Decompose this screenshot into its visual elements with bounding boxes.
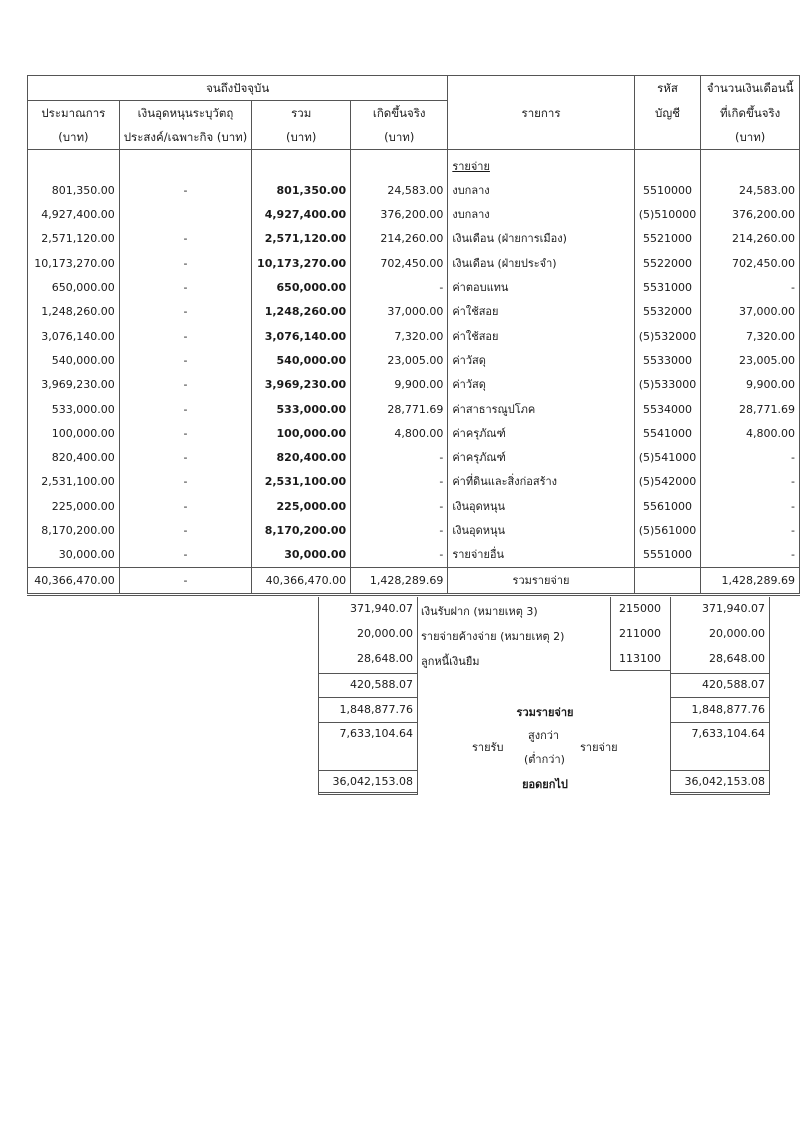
carry-month: 36,042,153.08 [684,775,765,788]
header-budget-unit: (บาท) [28,125,120,150]
total-month: 1,428,289.69 [701,568,800,594]
header-month-line1: จำนวนเงินเดือนนี้ [701,76,800,101]
header-row-1 [28,76,800,101]
total-code [634,568,701,594]
row-budget: 8,170,200.00 [28,519,120,543]
diff-actual: 7,633,104.64 [339,727,413,740]
other-actual-0: 371,940.07 [350,602,413,615]
row-subsidy: - [119,373,252,397]
other-month-1: 20,000.00 [709,627,765,640]
row-subsidy: - [119,349,252,373]
header-period-group: จนถึงปัจจุบัน [28,76,448,101]
row-budget: 3,076,140.00 [28,324,120,348]
header-code-blank [634,125,701,150]
total-subsidy: - [119,568,252,594]
header-code-line1: รหัส [634,76,701,101]
total-actual: 1,428,289.69 [351,568,448,594]
other-actual-2: 28,648.00 [357,652,413,665]
header-month-line2: ที่เกิดขึ้นจริง [701,100,800,125]
row-code: (5)533000 [634,373,701,397]
other-code-2: 113100 [619,652,661,665]
row-item: รายจ่ายอื่น [448,543,634,568]
row-subsidy: - [119,179,252,203]
row-item: ค่าครุภัณฑ์ [448,446,634,470]
row-actual: 9,900.00 [351,373,448,397]
row-total: 540,000.00 [252,349,351,373]
table-row [28,422,800,446]
row-month: 376,200.00 [701,203,800,227]
row-subsidy: - [119,276,252,300]
row-subsidy: - [119,470,252,494]
header-subsidy-line2: ประสงค์/เฉพาะกิจ (บาท) [119,125,252,150]
row-actual: 23,005.00 [351,349,448,373]
row-total: 2,531,100.00 [252,470,351,494]
row-item: งบกลาง [448,203,634,227]
row-subsidy: - [119,446,252,470]
expense-table [27,75,800,596]
row-item: ค่าใช้สอย [448,324,634,348]
header-total-unit: (บาท) [252,125,351,150]
header-month-unit: (บาท) [701,125,800,150]
other-actual-1: 20,000.00 [357,627,413,640]
row-item: งบกลาง [448,179,634,203]
row-total: 4,927,400.00 [252,203,351,227]
table-row [28,324,800,348]
diff-right-label: รายจ่าย [580,741,618,754]
row-total: 650,000.00 [252,276,351,300]
row-month: - [701,470,800,494]
row-subsidy: - [119,543,252,568]
row-code: 5522000 [634,252,701,276]
other-month-0: 371,940.07 [702,602,765,615]
row-code: (5)532000 [634,324,701,348]
row-total: 225,000.00 [252,495,351,519]
row-budget: 820,400.00 [28,446,120,470]
row-code: (5)561000 [634,519,701,543]
row-item: ค่าครุภัณฑ์ [448,422,634,446]
row-actual: 702,450.00 [351,252,448,276]
diff-bottom-label: (ต่ำกว่า) [524,753,565,766]
row-month: - [701,495,800,519]
row-subsidy: - [119,519,252,543]
row-code: 5551000 [634,543,701,568]
row-budget: 10,173,270.00 [28,252,120,276]
row-budget: 801,350.00 [28,179,120,203]
total-budget: 40,366,470.00 [28,568,120,594]
grand-month: 1,848,877.76 [691,703,765,716]
row-item: ค่าที่ดินและสิ่งก่อสร้าง [448,470,634,494]
row-code: (5)541000 [634,446,701,470]
row-total: 8,170,200.00 [252,519,351,543]
row-month: 214,260.00 [701,227,800,251]
row-budget: 2,571,120.00 [28,227,120,251]
header-actual: เกิดขึ้นจริง [351,100,448,125]
row-actual: 7,320.00 [351,324,448,348]
row-actual: 37,000.00 [351,300,448,324]
section-title: รายจ่าย [452,159,490,173]
total-row [28,568,800,594]
row-total: 10,173,270.00 [252,252,351,276]
row-total: 820,400.00 [252,446,351,470]
row-month: - [701,446,800,470]
row-actual: 28,771.69 [351,397,448,421]
other-item-2: ลูกหนี้เงินยืม [421,655,480,668]
row-actual: - [351,446,448,470]
row-month: - [701,543,800,568]
row-code: 5541000 [634,422,701,446]
row-subsidy: - [119,324,252,348]
subtotal-actual: 420,588.07 [350,678,413,691]
row-code: 5531000 [634,276,701,300]
row-item: ค่าตอบแทน [448,276,634,300]
carry-actual: 36,042,153.08 [332,775,413,788]
row-actual: - [351,470,448,494]
row-budget: 2,531,100.00 [28,470,120,494]
row-budget: 225,000.00 [28,495,120,519]
row-subsidy: - [119,300,252,324]
table-row [28,397,800,421]
table-row [28,276,800,300]
table-row [28,203,800,227]
row-item: เงินอุดหนุน [448,495,634,519]
row-total: 801,350.00 [252,179,351,203]
row-month: 37,000.00 [701,300,800,324]
diff-top-label: สูงกว่า [528,729,560,742]
header-actual-unit: (บาท) [351,125,448,150]
row-item: ค่าวัสดุ [448,373,634,397]
row-actual: - [351,543,448,568]
table-row [28,227,800,251]
row-code: 5532000 [634,300,701,324]
row-code: 5534000 [634,397,701,421]
row-code: (5)510000 [634,203,701,227]
section-row [28,150,800,179]
table-row [28,300,800,324]
row-budget: 540,000.00 [28,349,120,373]
other-code-0: 215000 [619,602,661,615]
row-budget: 100,000.00 [28,422,120,446]
grand-actual: 1,848,877.76 [339,703,413,716]
other-item-0: เงินรับฝาก (หมายเหตุ 3) [421,605,538,618]
table-row [28,349,800,373]
row-budget: 650,000.00 [28,276,120,300]
row-actual: 24,583.00 [351,179,448,203]
row-month: 24,583.00 [701,179,800,203]
row-item: เงินอุดหนุน [448,519,634,543]
row-code: 5510000 [634,179,701,203]
row-subsidy: - [119,227,252,251]
row-subsidy: - [119,495,252,519]
row-code: 5561000 [634,495,701,519]
row-item: ค่าสาธารณูปโภค [448,397,634,421]
row-total: 3,076,140.00 [252,324,351,348]
expense-rows [28,179,800,568]
row-actual: - [351,495,448,519]
other-item-1: รายจ่ายค้างจ่าย (หมายเหตุ 2) [421,630,565,643]
row-item: เงินเดือน (ฝ่ายการเมือง) [448,227,634,251]
row-actual: 214,260.00 [351,227,448,251]
row-month: 702,450.00 [701,252,800,276]
row-month: 28,771.69 [701,397,800,421]
row-item: ค่าใช้สอย [448,300,634,324]
row-month: - [701,519,800,543]
row-subsidy [119,203,252,227]
other-code-1: 211000 [619,627,661,640]
table-row [28,470,800,494]
header-budget: ประมาณการ [28,100,120,125]
row-item: ค่าวัสดุ [448,349,634,373]
row-budget: 4,927,400.00 [28,203,120,227]
row-item: เงินเดือน (ฝ่ายประจำ) [448,252,634,276]
header-row-2 [28,100,800,125]
row-budget: 3,969,230.00 [28,373,120,397]
header-total: รวม [252,100,351,125]
row-month: 7,320.00 [701,324,800,348]
row-total: 533,000.00 [252,397,351,421]
row-month: - [701,276,800,300]
header-subsidy-line1: เงินอุดหนุนระบุวัตถุ [119,100,252,125]
row-code: 5533000 [634,349,701,373]
row-month: 9,900.00 [701,373,800,397]
row-code: 5521000 [634,227,701,251]
row-budget: 533,000.00 [28,397,120,421]
row-total: 2,571,120.00 [252,227,351,251]
row-total: 3,969,230.00 [252,373,351,397]
total-total: 40,366,470.00 [252,568,351,594]
row-actual: 376,200.00 [351,203,448,227]
header-item: รายการ [448,76,634,150]
row-budget: 1,248,260.00 [28,300,120,324]
row-total: 30,000.00 [252,543,351,568]
row-actual: - [351,519,448,543]
row-budget: 30,000.00 [28,543,120,568]
row-actual: - [351,276,448,300]
table-row [28,179,800,203]
header-row-3 [28,125,800,150]
row-actual: 4,800.00 [351,422,448,446]
carry-label: ยอดยกไป [522,778,568,791]
other-month-2: 28,648.00 [709,652,765,665]
diff-month: 7,633,104.64 [691,727,765,740]
table-row [28,252,800,276]
row-month: 23,005.00 [701,349,800,373]
row-subsidy: - [119,397,252,421]
row-total: 100,000.00 [252,422,351,446]
header-code-line2: บัญชี [634,100,701,125]
row-subsidy: - [119,422,252,446]
table-row [28,495,800,519]
row-total: 1,248,260.00 [252,300,351,324]
row-code: (5)542000 [634,470,701,494]
total-item: รวมรายจ่าย [448,568,634,594]
table-row [28,543,800,568]
row-subsidy: - [119,252,252,276]
table-row [28,519,800,543]
table-row [28,373,800,397]
table-row [28,446,800,470]
grand-label: รวมรายจ่าย [516,706,574,719]
diff-left-label: รายรับ [472,741,504,754]
subtotal-month: 420,588.07 [702,678,765,691]
row-month: 4,800.00 [701,422,800,446]
